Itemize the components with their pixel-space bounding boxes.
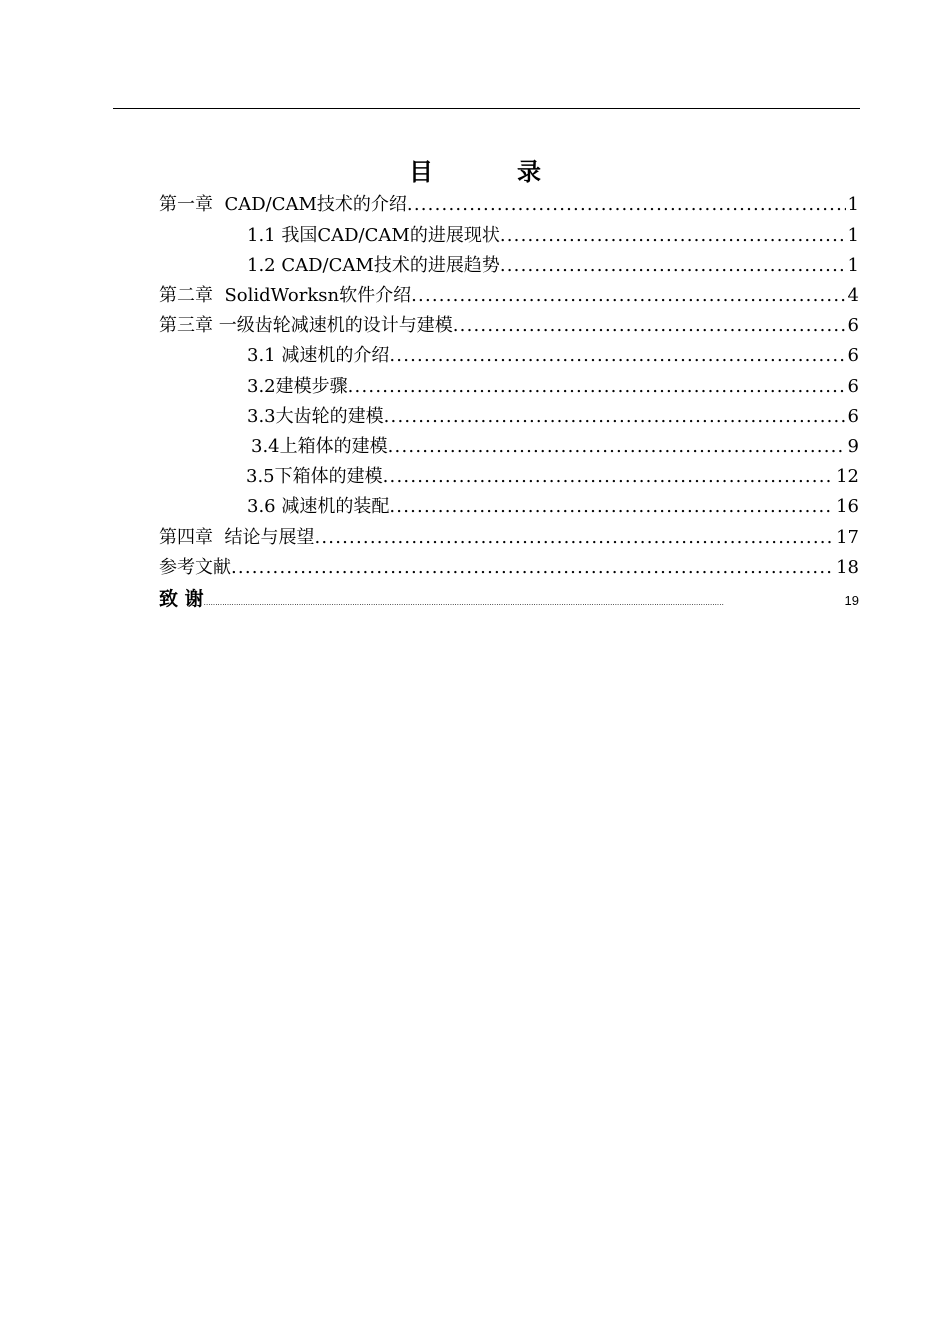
toc-entry-label: 3.5下箱体的建模 [246,466,383,487]
toc-entry-chapter-1[interactable] [159,190,859,220]
toc-entry-label: 1.2 CAD/CAM技术的进展趋势 [247,255,500,276]
toc-entry-page: 6 [847,406,859,427]
toc-title-left: 目 [409,158,433,186]
toc-entry-1-2[interactable] [247,251,859,281]
toc-leader-dots [500,221,846,251]
toc-entry-references[interactable] [159,553,859,583]
toc-leader-dots [384,402,846,432]
toc-entry-label: 1.1 我国CAD/CAM的进展现状 [247,225,500,246]
toc-leader-dots [407,190,846,220]
toc-entry-page: 12 [836,466,859,487]
toc-entry-page: 18 [836,557,859,578]
toc-entry-chapter-2[interactable] [159,281,859,311]
toc-entry-page: 16 [836,496,859,517]
toc-title-right: 录 [517,158,541,186]
toc-entry-3-4[interactable] [251,432,859,462]
toc-entry-page: 19 [844,593,859,608]
toc-entry-page: 6 [847,345,859,366]
toc-title [0,155,950,189]
toc-leader-dots [388,432,846,462]
toc-entry-label: 第二章 SolidWorksn软件介绍 [159,285,412,306]
toc-leader-dots [389,341,845,371]
toc-leader-dots [500,251,846,281]
toc-entry-page: 6 [847,315,859,336]
toc-leader-dots [389,492,834,522]
toc-entry-3-5[interactable] [246,462,859,492]
toc-entry-label: 第一章 CAD/CAM技术的介绍 [159,194,407,215]
toc-entry-page: 6 [847,376,859,397]
toc-entry-3-2[interactable] [247,372,859,402]
toc-entry-label: 致 谢 [159,588,204,610]
toc-entry-label: 3.3大齿轮的建模 [247,406,384,427]
toc-entry-chapter-4[interactable] [159,523,859,553]
toc-entry-1-1[interactable] [247,221,859,251]
toc-entry-page: 17 [836,527,859,548]
toc-entry-page: 1 [847,194,859,215]
toc-entry-label: 参考文献 [159,557,231,578]
toc-entry-page: 4 [847,285,859,306]
toc-leader-dots [383,462,834,492]
toc-entry-label: 3.1 减速机的介绍 [247,345,390,366]
toc-entry-label: 3.2建模步骤 [247,376,348,397]
toc-entry-3-1[interactable] [247,341,859,371]
toc-entry-label: 第三章 一级齿轮减速机的设计与建模 [159,315,453,336]
toc-entry-label: 3.6 减速机的装配 [247,496,390,517]
toc-entry-page: 1 [847,225,859,246]
toc-leader-dots [204,588,843,614]
toc-entry-3-3[interactable] [247,402,859,432]
toc-entry-acknowledgements[interactable] [159,584,859,614]
toc-entry-label: 3.4上箱体的建模 [251,436,388,457]
toc-entry-page: 1 [847,255,859,276]
toc-leader-dots [231,553,834,583]
toc-leader-dots [314,523,834,553]
toc-leader-dots [453,311,846,341]
toc-entry-page: 9 [847,436,859,457]
toc-leader-dots [411,281,845,311]
toc-entry-chapter-3[interactable] [159,311,859,341]
header-rule [113,108,860,109]
toc-entry-3-6[interactable] [247,492,859,522]
toc-leader-dots [348,372,846,402]
toc-entry-label: 第四章 结论与展望 [159,527,315,548]
